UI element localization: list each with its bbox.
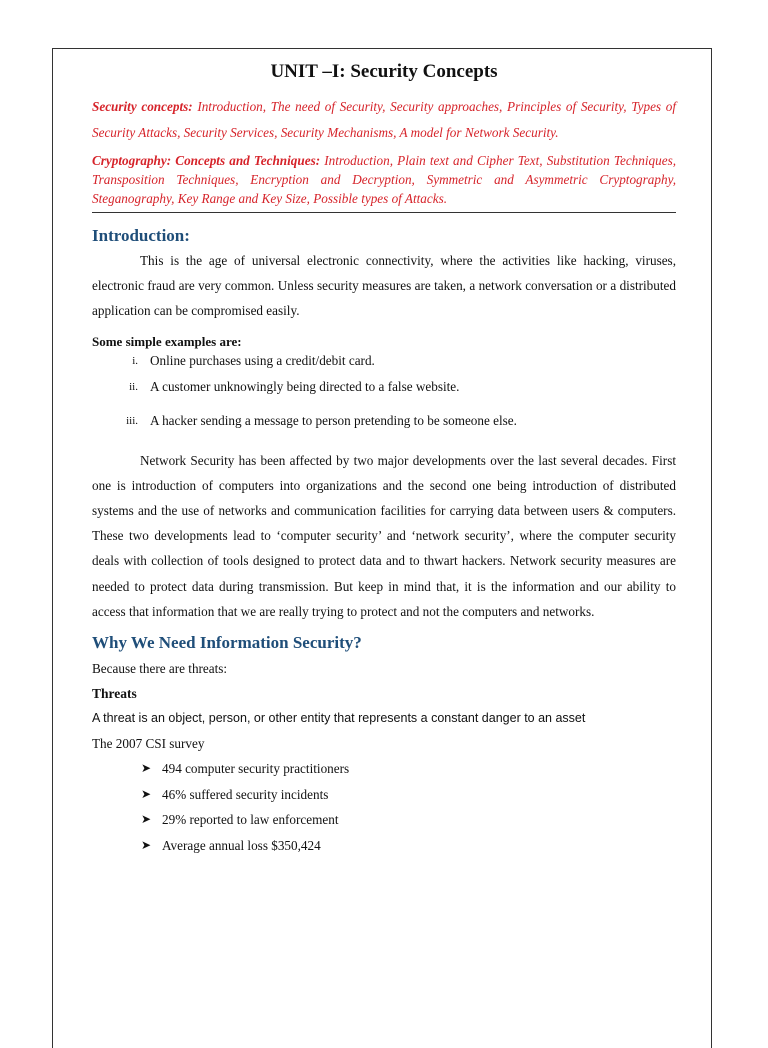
- survey-label: The 2007 CSI survey: [92, 736, 205, 752]
- list-item: [92, 756, 676, 782]
- list-item-number: ii.: [129, 380, 138, 393]
- threats-label: Threats: [92, 686, 137, 702]
- introduction-paragraph: This is the age of universal electronic connectivity, where the activities like hacking, viruses, electronic fraud are very common. Unless security measures are taken, a network conversation or a distributed application can be compromised easily.: [92, 253, 676, 319]
- syllabus-crypto-text: Introduction, Plain text and Cipher Text, Substitution Techniques, Transposition Techniques, Encryption and Decryption, Symmetric and Asymmetric Cryptography, Steganography, Key Range and Key Size, Possible types of Attacks.: [92, 153, 677, 206]
- arrow-bullet-icon: ➤: [141, 812, 152, 827]
- introduction-heading: Introduction:: [92, 226, 190, 245]
- syllabus-crypto-label: Cryptography: Concepts and Techniques:: [92, 153, 321, 168]
- list-item-text: 46% suffered security incidents: [162, 786, 329, 802]
- list-item: [92, 372, 676, 402]
- list-item-text: 494 computer security practitioners: [162, 761, 350, 777]
- list-item-number: iii.: [126, 414, 138, 427]
- list-item-text: 29% reported to law enforcement: [162, 812, 339, 828]
- arrow-bullet-icon: ➤: [141, 761, 152, 776]
- list-item-text: Average annual loss $350,424: [162, 837, 321, 853]
- syllabus-security: [92, 94, 676, 145]
- examples-label: Some simple examples are:: [92, 333, 242, 349]
- list-item: [92, 807, 676, 833]
- arrow-bullet-icon: ➤: [141, 786, 152, 801]
- why-security-heading: Why We Need Information Security?: [92, 633, 362, 653]
- list-item: [92, 350, 676, 372]
- list-item-text: Online purchases using a credit/debit card.: [150, 352, 375, 368]
- list-item: [92, 833, 676, 859]
- list-item: [92, 402, 676, 440]
- list-item: [92, 782, 676, 808]
- examples-list: [92, 350, 676, 440]
- syllabus-security-text: Introduction, The need of Security, Security approaches, Principles of Security, Types of Security Attacks, Security Services, Security Mechanisms, A model for Network Security.: [92, 99, 676, 140]
- arrow-bullet-icon: ➤: [141, 837, 152, 852]
- list-item-text: A hacker sending a message to person pretending to be someone else.: [150, 412, 517, 428]
- survey-list: [92, 756, 676, 858]
- page-title: UNIT –I: Security Concepts: [270, 61, 498, 82]
- syllabus-security-label: Security concepts:: [92, 99, 193, 114]
- list-item-number: i.: [132, 354, 138, 367]
- threat-definition: A threat is an object, person, or other entity that represents a constant danger to an asset: [92, 711, 586, 726]
- divider: [92, 212, 676, 213]
- syllabus-crypto: [92, 151, 676, 208]
- document-content: [92, 58, 676, 858]
- because-text: Because there are threats:: [92, 661, 228, 677]
- network-security-paragraph: Network Security has been affected by two major developments over the last several decades. First one is introduction of computers into organizations and the second one being introduction of distributed systems and the use of networks and communication facilities for carrying data between users & computers. These two developments lead to ‘computer security’ and ‘network security’, where the computer security deals with collection of tools designed to protect data and to thwart hackers. Network security measures are needed to protect data during transmission. But keep in mind that, it is the information and our ability to access that information that we are really trying to protect and not the computers and networks.: [92, 452, 676, 619]
- syllabus-block: [92, 94, 676, 208]
- list-item-text: A customer unknowingly being directed to a false website.: [150, 378, 460, 394]
